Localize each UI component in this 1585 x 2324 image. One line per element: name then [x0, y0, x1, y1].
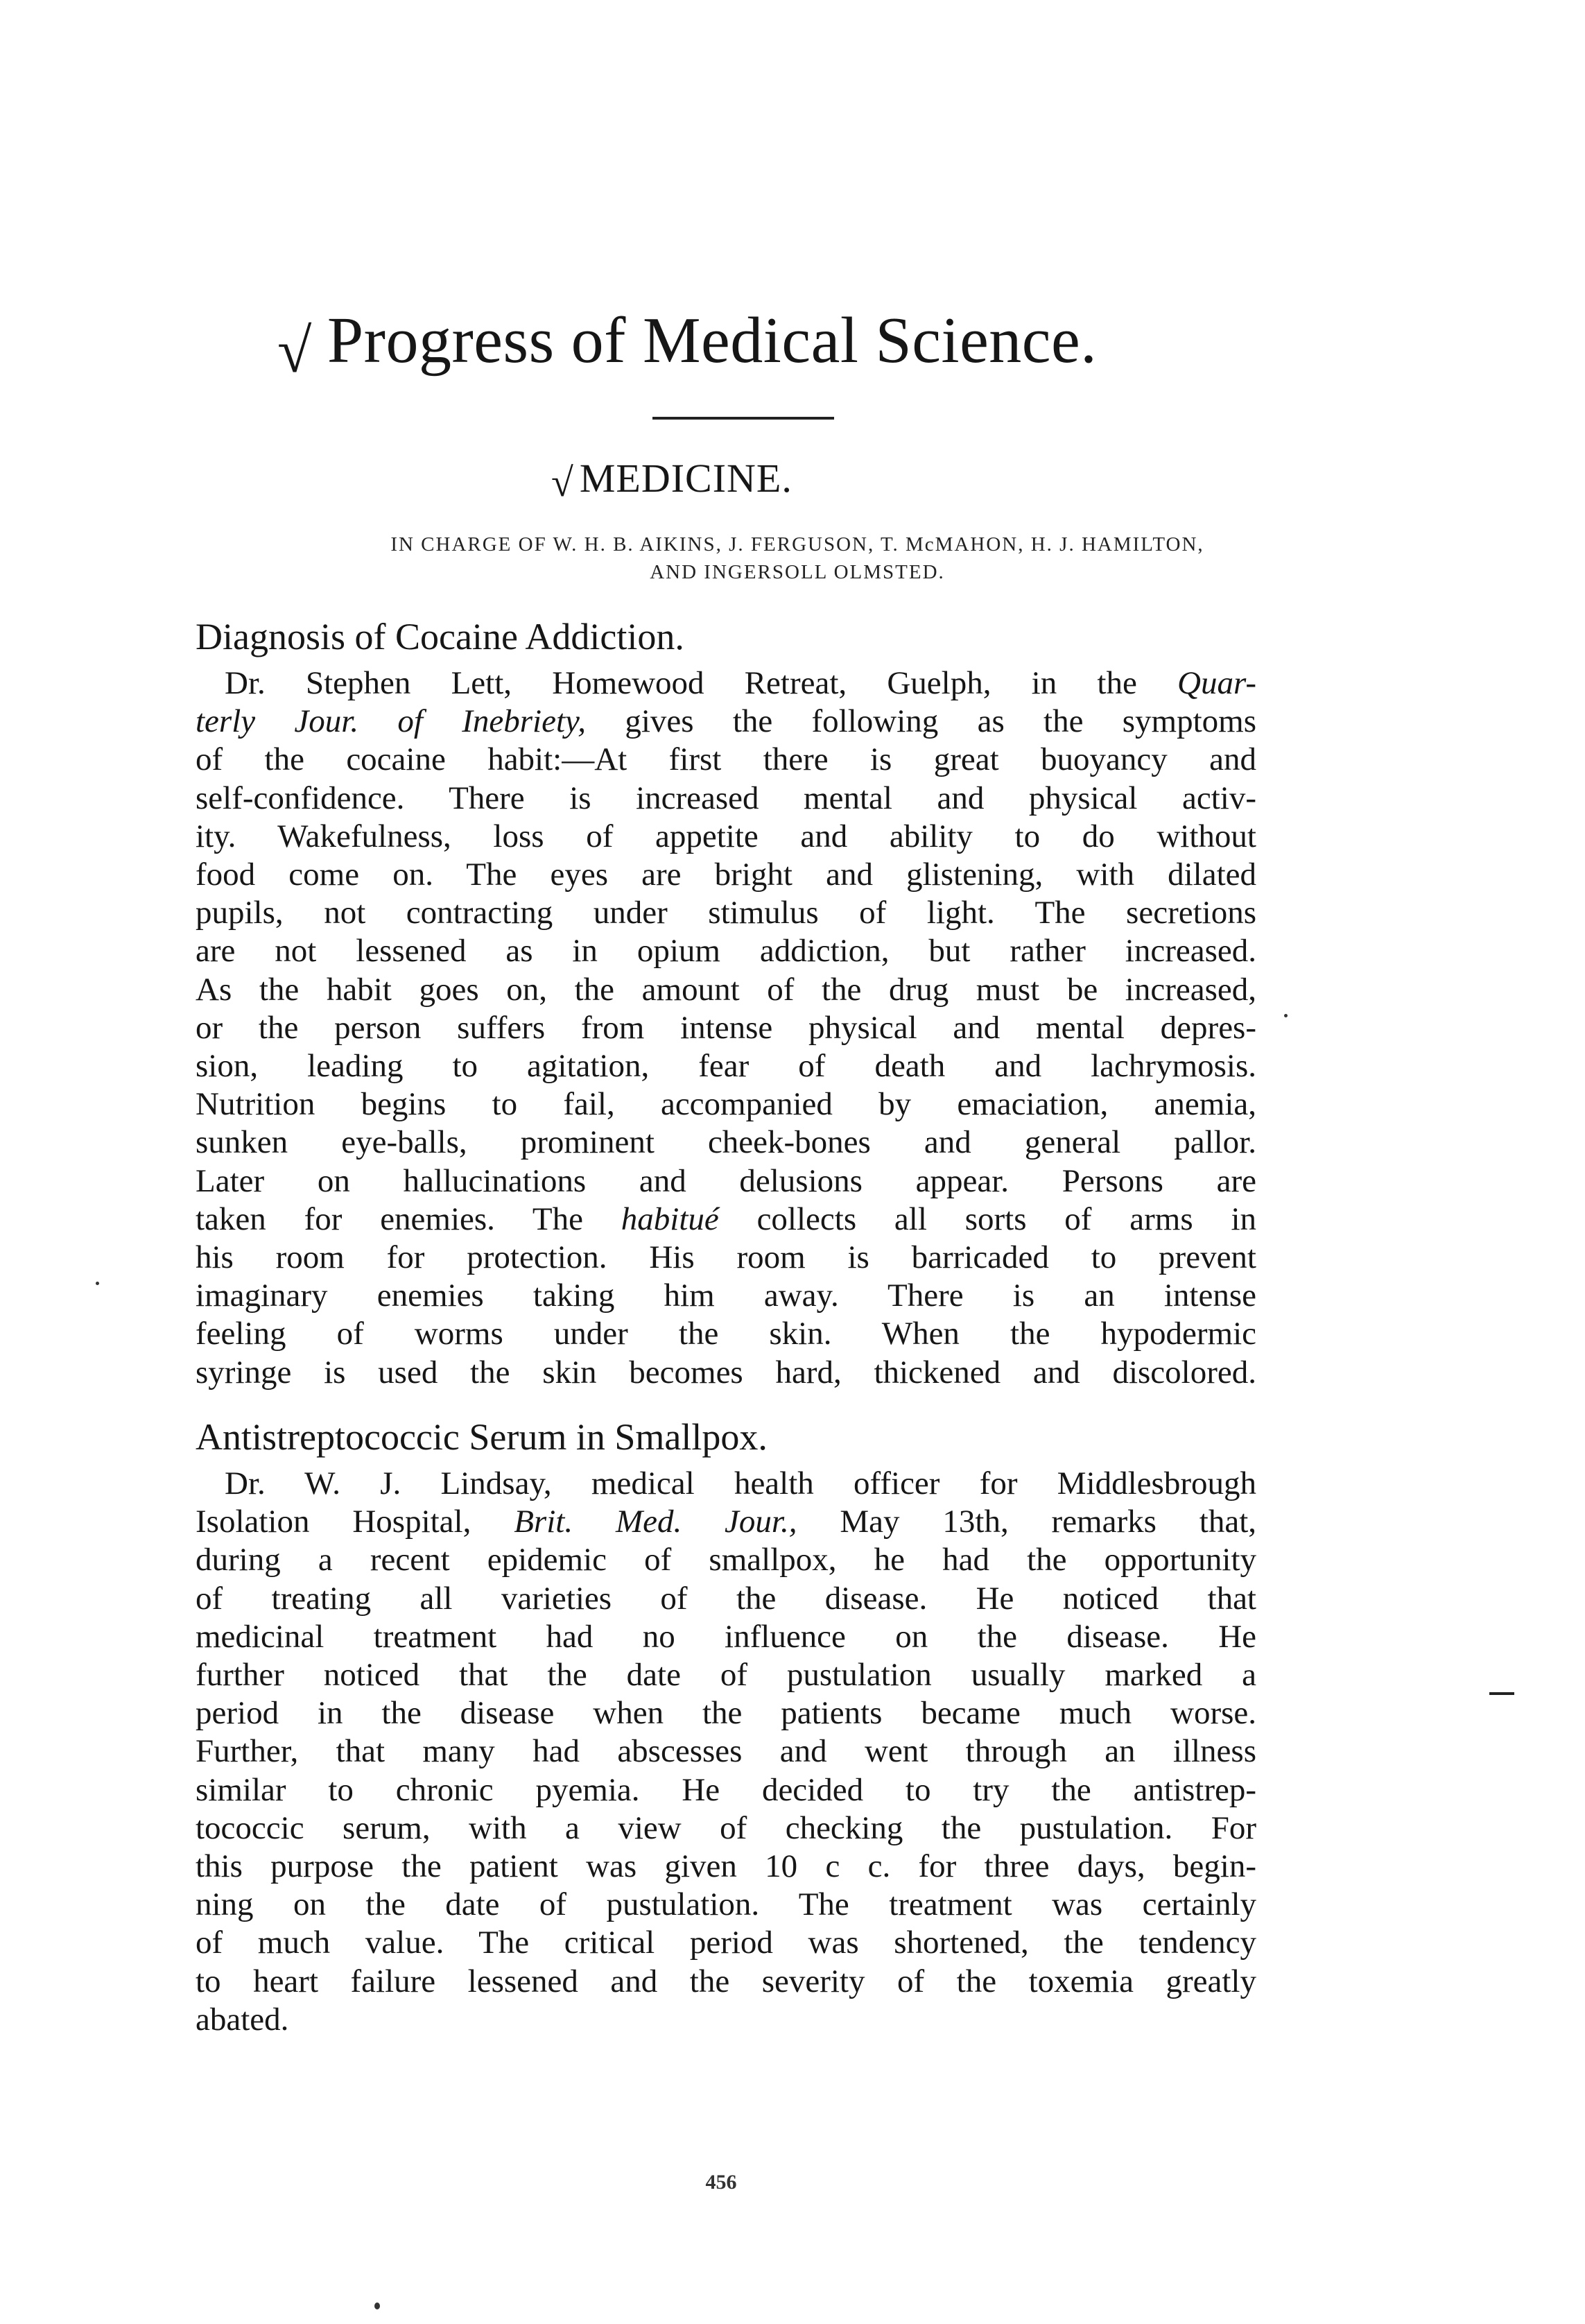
page-title	[277, 302, 1179, 386]
text-line: syringe is used the skin becomes hard, thickened and discolored.	[196, 1354, 1256, 1391]
text-line: of the cocaine habit:—At first there is great buoyancy and	[196, 741, 1256, 778]
section-title	[551, 454, 1037, 503]
text-line: period in the disease when the patients became much worse.	[196, 1695, 1256, 1732]
text-line: this purpose the patient was given 10 c c. for three days, begin-	[196, 1848, 1256, 1885]
editors-line-2: AND INGERSOLL OLMSTED.	[650, 561, 945, 583]
scan-speck	[96, 1282, 99, 1285]
text-line: pupils, not contracting under stimulus of light. The secretions	[196, 895, 1256, 931]
text-line: taken for enemies. The habitué collects all sorts of arms in	[196, 1200, 1256, 1237]
section-check-mark-icon: √	[551, 460, 574, 505]
text-line: during a recent epidemic of smallpox, he had the opportunity	[196, 1542, 1256, 1578]
page-title-text: Progress of Medical Science.	[327, 304, 1098, 377]
article-heading-smallpox: Antistreptococcic Serum in Smallpox.	[196, 1416, 768, 1458]
page-number: 456	[705, 2171, 737, 2194]
margin-mark	[1489, 1692, 1514, 1695]
text-line: Isolation Hospital, Brit. Med. Jour., May 13th, remarks that,	[196, 1504, 1257, 1540]
editors-line-1: IN CHARGE OF W. H. B. AIKINS, J. FERGUSON, T. McMAHON, H. J. HAMILTON,	[390, 533, 1204, 556]
text-line: imaginary enemies taking him away. There is an intense	[196, 1277, 1256, 1314]
text-line: or the person suffers from intense physical and mental depres-	[196, 1009, 1256, 1046]
text-line: Nutrition begins to fail, accompanied by emaciation, anemia,	[196, 1086, 1256, 1123]
text-line: are not lessened as in opium addiction, but rather increased.	[196, 933, 1256, 970]
article-body-cocaine	[196, 664, 1256, 1392]
article-heading-cocaine: Diagnosis of Cocaine Addiction.	[196, 616, 684, 657]
text-line: sunken eye-balls, prominent cheek-bones and general pallor.	[196, 1124, 1256, 1161]
editors-credit	[201, 531, 1394, 586]
scan-speck	[374, 2303, 380, 2309]
text-line: sion, leading to agitation, fear of death and lachrymosis.	[196, 1048, 1256, 1085]
section-title-text: MEDICINE.	[579, 456, 792, 501]
check-mark-icon: √	[277, 317, 312, 386]
article-body-smallpox	[196, 1465, 1256, 2039]
text-line: medicinal treatment had no influence on the disease. He	[196, 1618, 1256, 1655]
text-line: feeling of worms under the skin. When the hypodermic	[196, 1316, 1256, 1352]
text-line: Dr. Stephen Lett, Homewood Retreat, Guelph, in the Quar-	[225, 665, 1256, 701]
scan-speck	[1284, 1014, 1288, 1017]
text-line: ning on the date of pustulation. The treatment was certainly	[196, 1886, 1256, 1923]
text-line: Further, that many had abscesses and went through an illness	[196, 1733, 1256, 1770]
text-line: to heart failure lessened and the severity of the toxemia greatly	[196, 1963, 1256, 1999]
title-divider	[652, 417, 834, 420]
text-line: Later on hallucinations and delusions appear. Persons are	[196, 1162, 1256, 1199]
text-line: his room for protection. His room is barricaded to prevent	[196, 1239, 1256, 1276]
text-line: terly Jour. of Inebriety, gives the following as the symptoms	[196, 703, 1256, 740]
text-line: of much value. The critical period was shortened, the tendency	[196, 1925, 1256, 1961]
text-line: further noticed that the date of pustulation usually marked a	[196, 1657, 1256, 1694]
text-line: ity. Wakefulness, loss of appetite and ability to do without	[196, 818, 1256, 854]
text-line: tococcic serum, with a view of checking the pustulation. For	[196, 1809, 1256, 1846]
text-line: of treating all varieties of the disease. He noticed that	[196, 1580, 1256, 1617]
text-line: As the habit goes on, the amount of the drug must be increased,	[196, 971, 1256, 1008]
text-line: abated.	[196, 2001, 289, 2038]
text-line: Dr. W. J. Lindsay, medical health officer for Middlesbrough	[225, 1465, 1256, 1501]
text-line: self-confidence. There is increased mental and physical activ-	[196, 780, 1256, 816]
text-line: food come on. The eyes are bright and glistening, with dilated	[196, 857, 1256, 893]
text-line: similar to chronic pyemia. He decided to try the antistrep-	[196, 1771, 1256, 1808]
